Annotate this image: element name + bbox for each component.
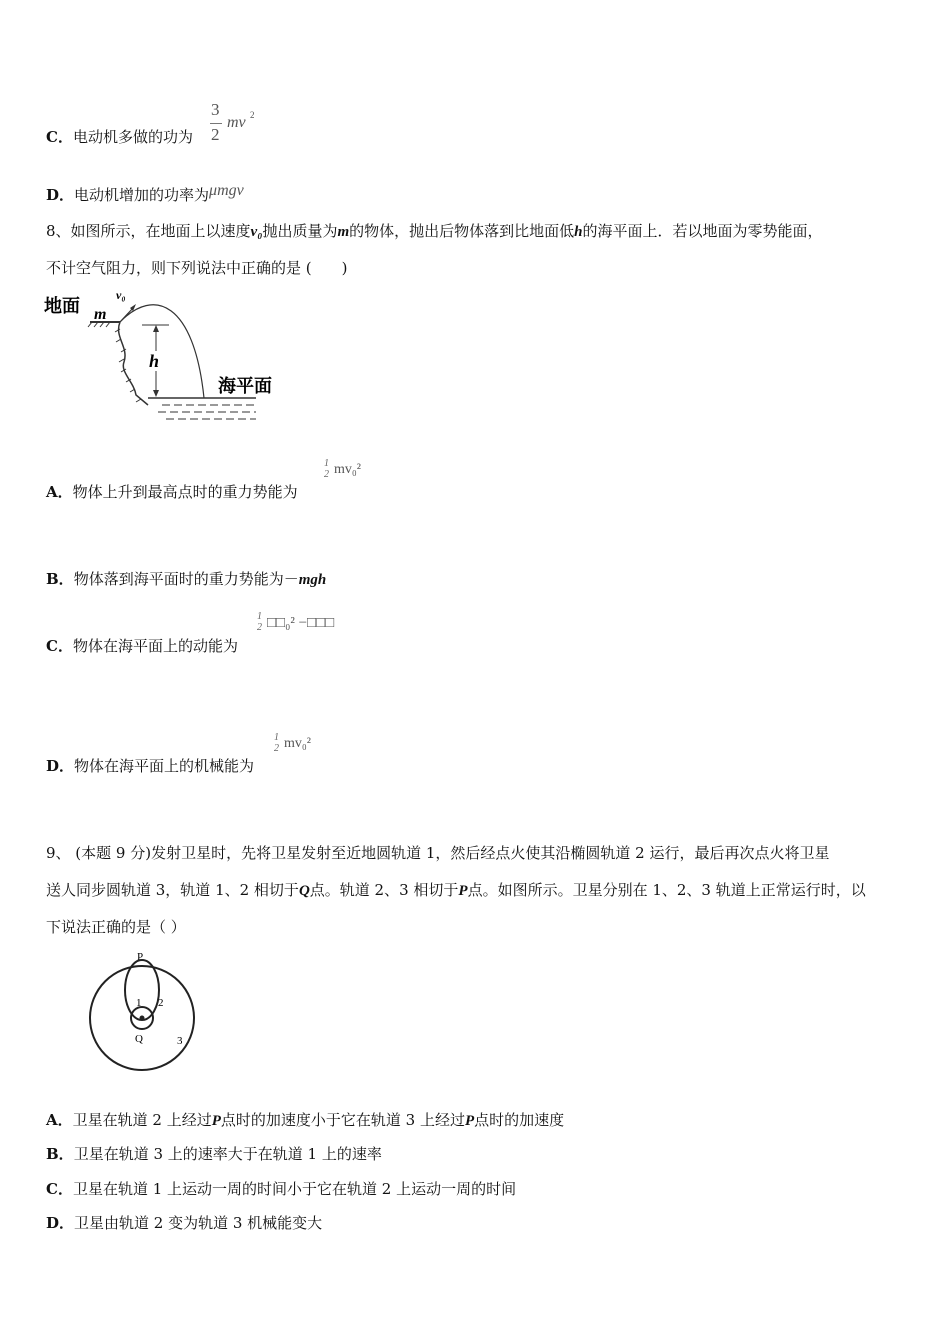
orbit-figure [80,948,210,1053]
option-label: C． [46,1180,73,1198]
var-v0: v₀ [250,224,263,240]
q9-option-c [46,1179,516,1199]
q8-option-d [46,756,254,776]
v0-label: v₀ [116,288,126,302]
option-text: 物体在海平面上的动能为 [72,637,238,655]
option-text: 电动机多做的功为 [72,128,193,146]
stem-text: 送人同步圆轨道 3，轨道 1、2 相切于 [46,881,299,899]
option-text: 卫星由轨道 2 变为轨道 3 机械能变大 [74,1214,323,1232]
fraction-half: 1 2 [324,458,329,480]
orbit-2-label: 2 [158,997,164,1009]
option-text: 物体落到海平面时的重力势能为－ [73,570,299,588]
q7-option-d [46,182,244,206]
option-label: B． [46,570,74,588]
q9-option-b [46,1144,382,1164]
formula: mv₀² [334,462,361,477]
option-text: 卫星在轨道 2 上经过 [72,1111,212,1129]
fraction-bar [210,123,222,124]
q9-stem-line3: 下说法正确的是（ ） [46,918,186,936]
q9-stem-line1: 9、 (本题 9 分)发射卫星时，先将卫星发射至近地圆轨道 1，然后经点火使其沿椭圆轨道 2 运行，最后再次点火将卫星 [46,844,830,862]
q8-option-b [46,569,326,590]
cliff-figure [44,287,272,427]
point-q-label: Q [135,1033,143,1045]
cliff-edge [119,322,148,405]
q7-option-c [46,127,193,147]
orbit-3-label: 3 [177,1035,183,1047]
q9-option-d [46,1213,322,1233]
superscript-2: 2 [250,110,255,120]
option-label: B． [46,1145,74,1163]
h-label: h [149,351,160,371]
option-label: A． [46,1111,73,1129]
stem-text: 8、如图所示，在地面上以速度 [46,222,251,240]
fraction-numerator: 3 [211,100,220,119]
q9-stem-line2 [46,880,866,901]
option-text: 物体上升到最高点时的重力势能为 [72,483,298,501]
formula-expression: mv [227,114,246,131]
fraction-half: 1 2 [274,732,279,754]
var-p: P [458,883,468,899]
option-label: D． [46,1214,75,1232]
earth-center [140,1016,145,1021]
orbit-1-label: 1 [136,997,142,1009]
point-p-label: P [137,951,144,963]
stem-text: 的物体，抛出后物体落到比地面低 [349,222,575,240]
var-p: P [465,1113,475,1129]
var-m: m [337,224,350,240]
option-label: D． [46,186,75,204]
orbit-2 [125,960,159,1020]
cliff-hatch [115,329,141,402]
var-q: Q [298,883,310,899]
formula: □□₀² −□□□ [267,615,335,631]
q8-stem-line2: 不计空气阻力，则下列说法中正确的是 ( ) [46,259,348,277]
h-arrow-down [153,390,159,397]
option-text: 卫星在轨道 1 上运动一周的时间小于它在轨道 2 上运动一周的时间 [72,1180,517,1198]
option-label: C． [46,637,73,655]
option-text: 物体在海平面上的机械能为 [74,757,255,775]
stem-text: 点。如图所示。卫星分别在 1、2、3 轨道上正常运行时，以 [467,881,866,899]
m-label: m [94,306,107,323]
var-p: P [211,1113,221,1129]
option-label: D． [46,757,75,775]
option-label: C． [46,128,73,146]
option-text: 点时的加速度小于它在轨道 3 上经过 [220,1111,465,1129]
q8-option-a [46,482,298,502]
ground-label: 地面 [44,296,80,316]
stem-text: 抛出质量为 [262,222,338,240]
q8-option-c [46,636,238,656]
option-text: 电动机增加的功率为 [74,186,210,204]
option-label: A． [46,483,73,501]
fraction-denominator: 2 [211,125,220,144]
sea-label: 海平面 [218,376,272,396]
option-text: 点时的加速度 [474,1111,565,1129]
formula: mv₀² [284,736,311,751]
formula-expression: μmgv [209,182,244,199]
option-text: 卫星在轨道 3 上的速率大于在轨道 1 上的速率 [73,1145,382,1163]
fraction-half: 1 2 [257,611,262,633]
var-h: h [574,224,583,240]
q9-option-a [46,1110,564,1131]
h-arrow-up [153,325,159,332]
stem-text: 的海平面上．若以地面为零势能面， [582,222,823,240]
formula-expression: mgh [298,572,327,588]
stem-text: 点。轨道 2、3 相切于 [309,881,459,899]
q8-stem-line1 [46,221,823,242]
